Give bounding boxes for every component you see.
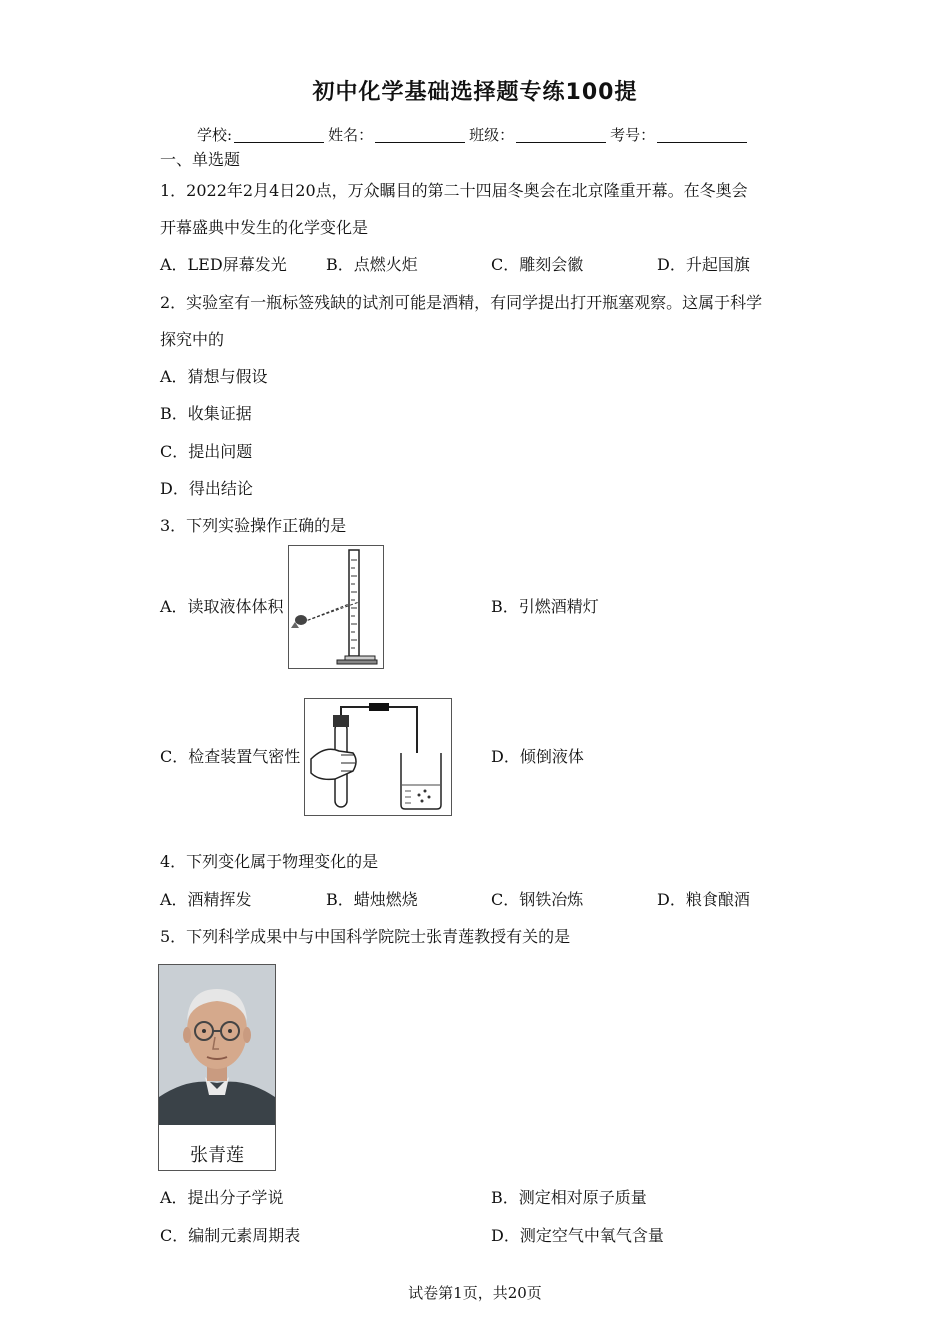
q2-stem-line1: 2．实验室有一瓶标签残缺的试剂可能是酒精，有同学提出打开瓶塞观察。这属于科学	[160, 293, 763, 312]
q1-option-c: C．雕刻会徽	[491, 255, 584, 274]
q5-option-b: B．测定相对原子质量	[491, 1188, 647, 1207]
q4-option-c: C．钢铁冶炼	[491, 890, 584, 909]
q5-stem: 5．下列科学成果中与中国科学院院士张青莲教授有关的是	[160, 927, 571, 946]
q4-option-d: D．粮食酿酒	[657, 890, 750, 909]
q3-option-c: C．检查装置气密性	[160, 747, 301, 766]
portrait-photo-icon	[159, 965, 275, 1125]
name-label: 姓名：	[328, 126, 374, 144]
q5-option-d: D．测定空气中氧气含量	[491, 1226, 664, 1245]
q2-option-a: A．猜想与假设	[160, 367, 268, 386]
class-blank	[516, 130, 606, 143]
q3-option-b: B．引燃酒精灯	[491, 597, 599, 616]
q1-stem-line2: 开幕盛典中发生的化学变化是	[160, 218, 369, 237]
q4-option-a: A．酒精挥发	[160, 890, 252, 909]
q2-option-b: B．收集证据	[160, 404, 252, 423]
q1-stem-line1: 1．2022年2月4日20点，万众瞩目的第二十四届冬奥会在北京隆重开幕。在冬奥会	[160, 181, 748, 200]
name-blank	[375, 130, 465, 143]
q4-stem: 4．下列变化属于物理变化的是	[160, 852, 379, 871]
school-label: 学校:	[197, 126, 233, 144]
portrait-caption: 张青莲	[190, 1145, 244, 1166]
q3-option-a: A．读取液体体积	[160, 597, 284, 616]
q2-option-c: C．提出问题	[160, 442, 253, 461]
student-info-line	[197, 128, 751, 143]
test-tube-and-beaker-icon	[305, 699, 451, 815]
q1-option-d: D．升起国旗	[657, 255, 750, 274]
number-label: 考号：	[610, 126, 656, 144]
q5-option-a: A．提出分子学说	[160, 1188, 284, 1207]
page-title: 初中化学基础选择题专练100提	[312, 80, 638, 105]
class-label: 班级：	[469, 126, 515, 144]
q4-option-b: B．蜡烛燃烧	[326, 890, 418, 909]
number-blank	[657, 130, 747, 143]
graduated-cylinder-figure	[288, 545, 384, 669]
q3-stem: 3．下列实验操作正确的是	[160, 516, 347, 535]
portrait-figure	[158, 964, 276, 1171]
q5-option-c: C．编制元素周期表	[160, 1226, 301, 1245]
q2-option-d: D．得出结论	[160, 479, 253, 498]
page-footer: 试卷第1页，共20页	[408, 1284, 542, 1302]
q2-stem-line2: 探究中的	[160, 330, 225, 349]
section-heading: 一、单选题	[160, 150, 241, 169]
q1-option-a: A．LED屏幕发光	[160, 255, 287, 274]
airtightness-check-figure	[304, 698, 452, 816]
school-blank	[234, 130, 324, 143]
q3-option-d: D．倾倒液体	[491, 747, 584, 766]
graduated-cylinder-icon	[289, 546, 383, 668]
q1-option-b: B．点燃火炬	[326, 255, 418, 274]
